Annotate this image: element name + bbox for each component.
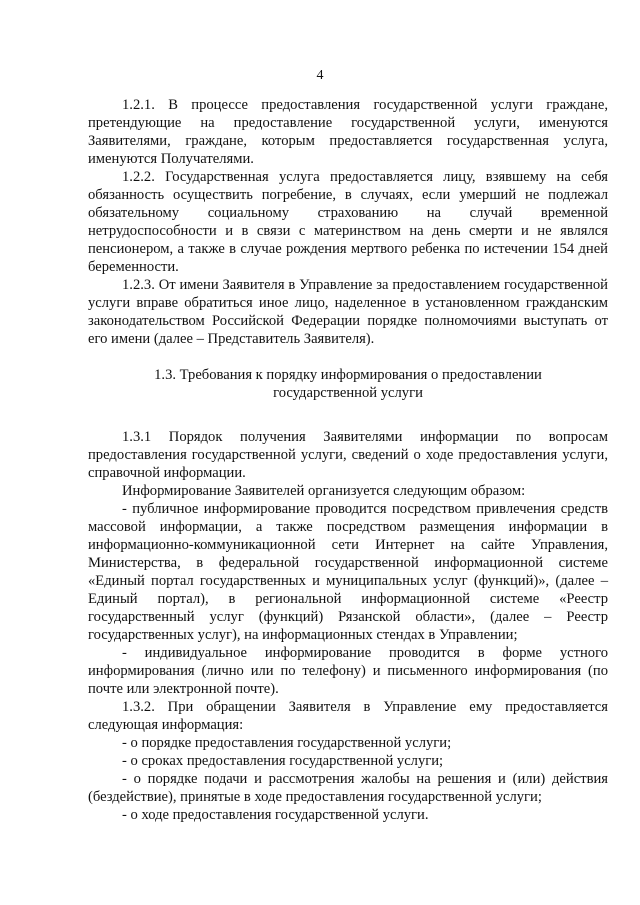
paragraph-inform-org: Информирование Заявителей организуется следующим образом: — [122, 483, 526, 499]
list-item-terms: - о сроках предоставления государственной услуги; — [122, 753, 444, 769]
paragraph-individual-inform: - индивидуальное информирование проводится в форме устного информирования (лично или по телефону) и письменного информирования (по почте или электронной почте). — [88, 645, 608, 697]
paragraph-1-2-1: 1.2.1. В процессе предоставления государственной услуги граждане, претендующие на предоставление государственной услуги, именуются Заявителями, граждане, которым предоставляется государственная услуга, именуются Получателями. — [88, 97, 608, 167]
section-heading-1-3: 1.3. Требования к порядку информирования о предоставлении государственной услуги — [154, 367, 542, 401]
paragraph-1-3-1: 1.3.1 Порядок получения Заявителями информации по вопросам предоставления государственной услуги, сведений о ходе предоставления услуги, справочной информации. — [88, 429, 608, 481]
paragraph-1-2-2: 1.2.2. Государственная услуга предоставляется лицу, взявшему на себя обязанность осуществить погребение, в случаях, если умерший не подлежал обязательному социальному страхованию на случай временной нетрудоспособности и в связи с материнством на день смерти и не являлся пенсионером, а также в случае рождения мертвого ребенка по истечении 154 дней беременности. — [88, 169, 608, 275]
paragraph-public-inform: - публичное информирование проводится посредством привлечения средств массовой информации, а также посредством размещения информации в информационно-коммуникационной сети Интернет на сайте Управления, Министерства, в федеральной государственной информационной системе «Единый портал государственных и муниципальных услуг (функций)», (далее – Единый портал), в региональной информационной системе «Реестр государственный услуг (функций) Рязанской области», (далее – Реестр государственных услуг), на информационных стендах в Управлении; — [88, 501, 608, 643]
page-number: 4 — [316, 68, 324, 83]
paragraph-1-2-3: 1.2.3. От имени Заявителя в Управление за предоставлением государственной услуги вправе обратиться иное лицо, наделенное в установленном гражданским законодательством Российской Федерации порядке полномочиями выступать от его имени (далее – Представитель Заявителя). — [88, 277, 608, 347]
list-item-progress: - о ходе предоставления государственной услуги. — [122, 807, 429, 823]
list-item-order: - о порядке предоставления государственной услуги; — [122, 735, 452, 751]
document-body — [88, 96, 608, 824]
list-item-complaints: - о порядке подачи и рассмотрения жалобы на решения и (или) действия (бездействие), принятые в ходе предоставления государственной услуги; — [88, 771, 608, 805]
paragraph-1-3-2: 1.3.2. При обращении Заявителя в Управление ему предоставляется следующая информация: — [88, 699, 608, 733]
